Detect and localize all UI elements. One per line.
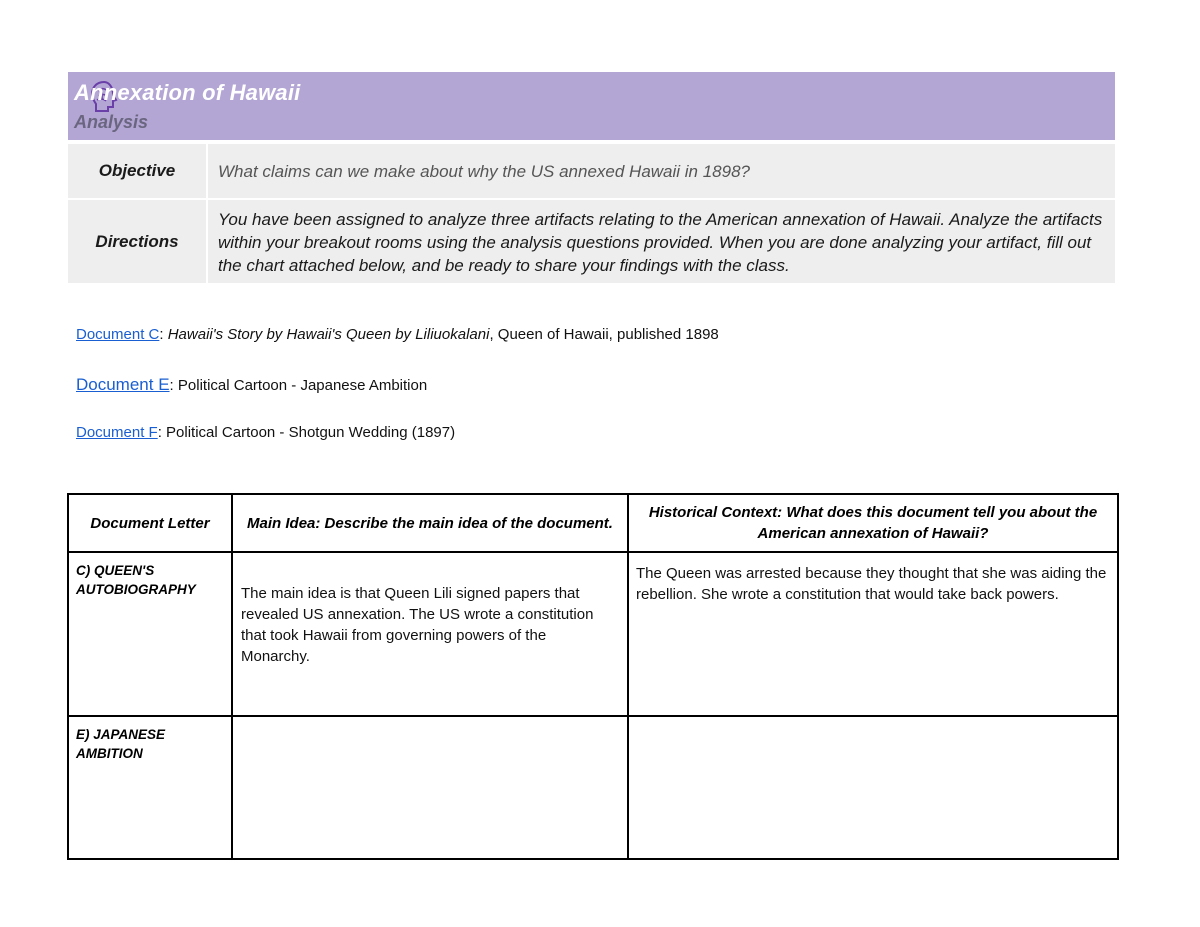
- table-row: [68, 716, 1118, 859]
- document-c-line: Document C: Hawaii's Story by Hawaii's Queen by Liliuokalani, Queen of Hawaii, published 1898: [76, 326, 719, 343]
- row-label: E) JAPANESE AMBITION: [76, 727, 166, 761]
- context-cell[interactable]: [628, 716, 1118, 859]
- objective-text: What claims can we make about why the US annexed Hawaii in 1898?: [208, 144, 1115, 198]
- row-label: C) QUEEN'S AUTOBIOGRAPHY: [76, 563, 196, 597]
- context-text: [629, 717, 1117, 727]
- row-label-cell: [68, 552, 232, 716]
- header-historical-context: Historical Context: What does this document tell you about the American annexation of Hawaii?: [628, 494, 1118, 552]
- header-main-idea: Main Idea: Describe the main idea of the document.: [232, 494, 628, 552]
- context-text: The Queen was arrested because they thought that she was aiding the rebellion. She wrote a constitution that would take back powers.: [636, 565, 1107, 603]
- main-idea-text: The main idea is that Queen Lili signed papers that revealed US annexation. The US wrote a constitution that took Hawaii from governing powers of the Monarchy.: [241, 585, 594, 665]
- analysis-chart-table: [67, 493, 1119, 860]
- document-f-link[interactable]: Document F: [76, 424, 158, 441]
- row-label-cell: [68, 716, 232, 859]
- main-idea-text: [233, 717, 627, 747]
- document-c-link[interactable]: Document C: [76, 326, 160, 343]
- directions-label: Directions: [68, 200, 206, 283]
- table-row: [68, 552, 1118, 716]
- document-f-line: Document F: Political Cartoon - Shotgun Wedding (1897): [76, 424, 456, 441]
- table-header-row: [68, 494, 1118, 552]
- document-e-link[interactable]: Document E: [76, 375, 170, 394]
- document-c-title: Hawaii's Story by Hawaii's Queen by Liliuokalani: [167, 326, 490, 343]
- header-document-letter: Document Letter: [68, 494, 232, 552]
- directions-text: You have been assigned to analyze three artifacts relating to the American annexation of Hawaii. Analyze the artifacts within your breakout rooms using the analysis questions provided. When you are done analyzing your artifact, fill out the chart attached below, and be ready to share your findings with the class.: [208, 200, 1115, 283]
- context-cell[interactable]: [628, 552, 1118, 716]
- document-e-line: Document E: Political Cartoon - Japanese Ambition: [76, 375, 428, 394]
- page-title: Annexation of Hawaii: [74, 80, 301, 105]
- page-subtitle: Analysis: [74, 112, 149, 132]
- main-idea-cell[interactable]: [232, 716, 628, 859]
- objective-label: Objective: [68, 144, 206, 198]
- main-idea-cell[interactable]: [232, 552, 628, 716]
